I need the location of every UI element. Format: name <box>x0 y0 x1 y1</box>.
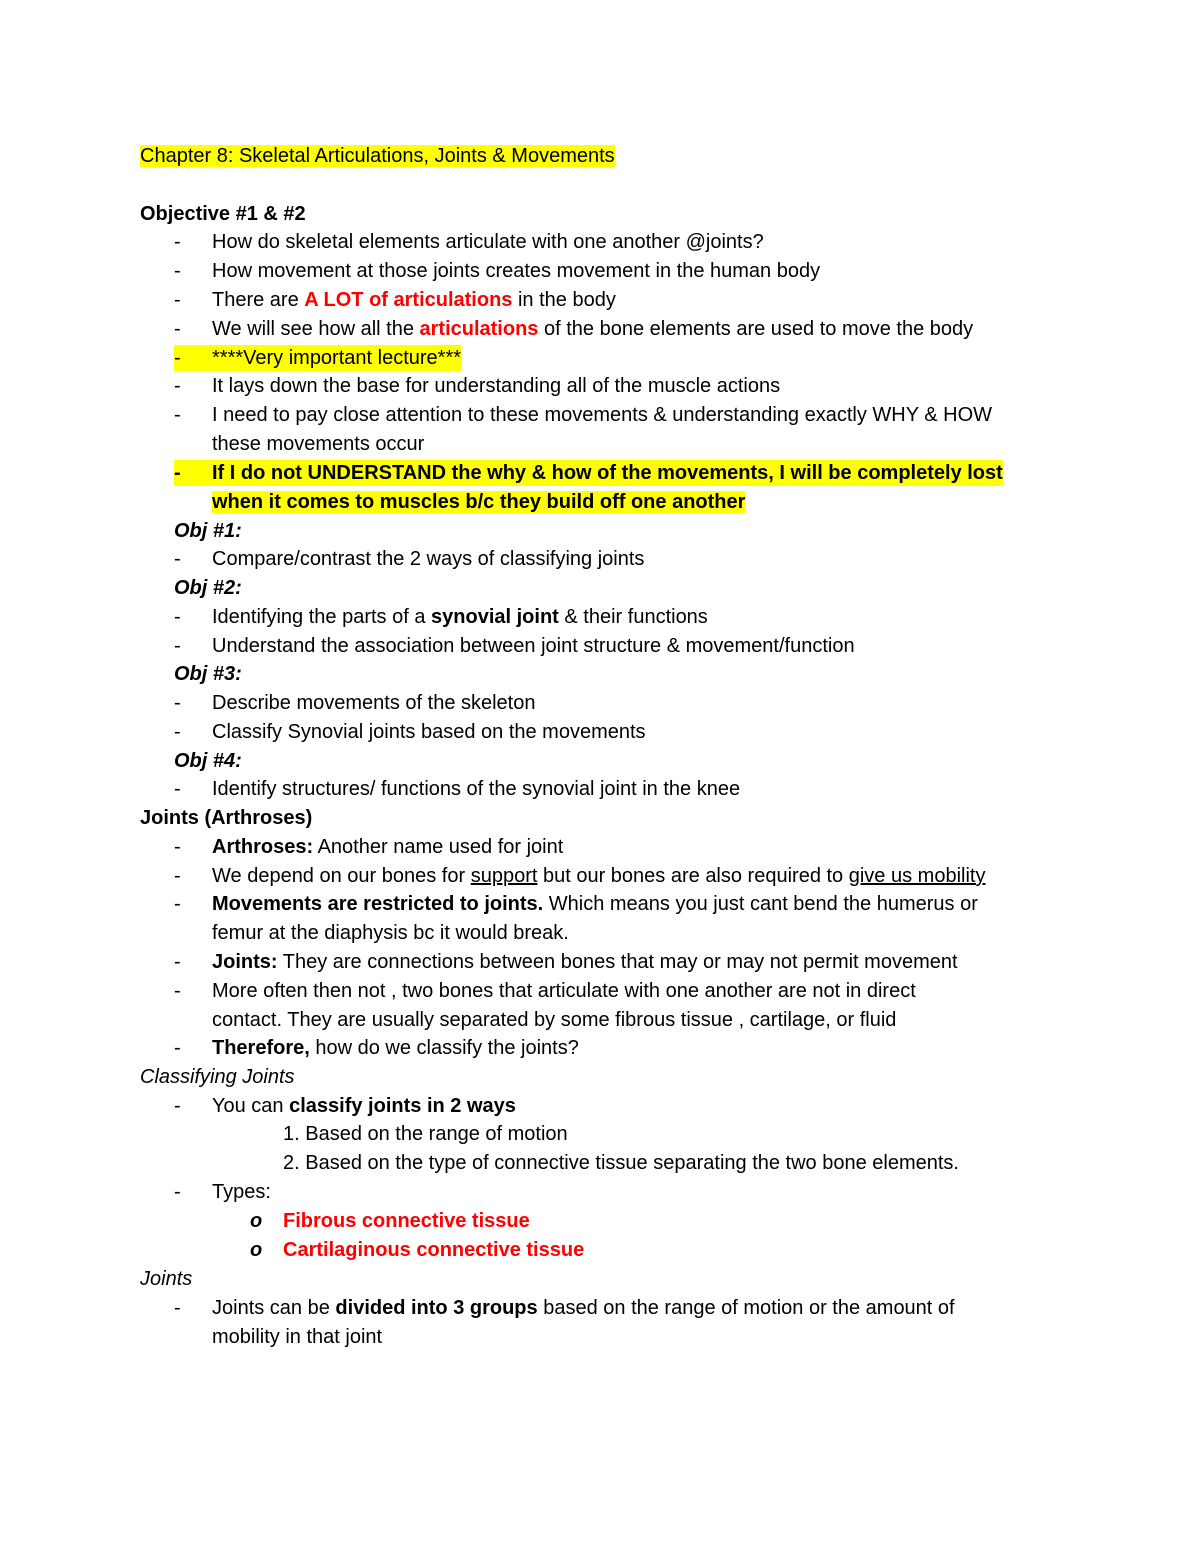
list-item-continuation: femur at the diaphysis bc it would break. <box>212 922 569 944</box>
obj1-heading: Obj #1: <box>174 520 242 542</box>
numbered-item: 2. Based on the type of connective tissue separating the two bone elements. <box>283 1152 959 1174</box>
obj2-heading: Obj #2: <box>174 577 242 599</box>
obj3-heading: Obj #3: <box>174 663 242 685</box>
circle-bullet-icon: o <box>250 1210 263 1232</box>
list-item-continuation: contact. They are usually separated by some fibrous tissue , cartilage, or fluid <box>212 1009 897 1031</box>
circle-bullet-icon: o <box>250 1239 263 1261</box>
numbered-item: 1. Based on the range of motion <box>283 1123 568 1145</box>
joints-arthroses-heading: Joints (Arthroses) <box>140 807 313 829</box>
page-title <box>140 143 615 169</box>
list-item-continuation: mobility in that joint <box>212 1326 383 1348</box>
obj4-heading: Obj #4: <box>174 750 242 772</box>
list-item-continuation: when it comes to muscles b/c they build off one another <box>212 491 746 513</box>
classifying-heading: Classifying Joints <box>140 1066 295 1088</box>
title-text: Chapter 8: Skeletal Articulations, Joints & Movements <box>140 145 615 167</box>
document-page: Chapter 8: Skeletal Articulations, Joints & Movements Objective #1 & #2 - How do skeletal elements articulate with one another @joints? - How movement at those joints creates movement in the human body - There are A LOT of articulations in the body - We will see how all the articulations of the bone elements are used to move the body - ****Very important lecture*** - It lays down the base for understanding all of the muscle actions - I need to pay close attention to these movements & understanding exactly WHY & HOW these movements occur - If I do not UNDERSTAND the why & how of the movements, I will be completely lost when it comes to muscles b/c they build off one another Obj #1: - Compare/contrast the 2 ways of classifying joints Obj #2: - Identifying the parts of a synovial joint & their functions - Understand the association between joint structure & movement/function Obj #3: - Describe movements of the skeleton - Classify Synovial joints based on the movements Obj #4: - Identify structures/ functions of the synovial joint in the knee Joints (Arthroses) - Arthroses: Another name used for joint - We depend on our bones for support but our bones are also required to give us mobility - Movements are restricted to joints. Which means you just cant bend the humerus or femur at the diaphysis bc it would break. - Joints: They are connections between bones that may or may not permit movement - More often then not , two bones that articulate with one another are not in direct contact. They are usually separated by some fibrous tissue , cartilage, or fluid - Therefore, how do we classify the joints? Classifying Joints - You can classify joints in 2 ways 1. Based on the range of motion 2. Based on the type of connective tissue separating the two bone elements. - Types: o Fibrous connective tissue o Cartilaginous connective tissue Joints - Joints can be divided into 3 groups based on the range of motion or the amount of mobility in that joint <box>140 145 1003 1348</box>
joints-heading: Joints <box>140 1268 193 1290</box>
objective-heading: Objective #1 & #2 <box>140 203 306 225</box>
list-item-continuation: these movements occur <box>212 433 425 455</box>
emphasis-red: articulations <box>419 318 539 340</box>
emphasis-red: A LOT of articulations <box>304 289 513 311</box>
